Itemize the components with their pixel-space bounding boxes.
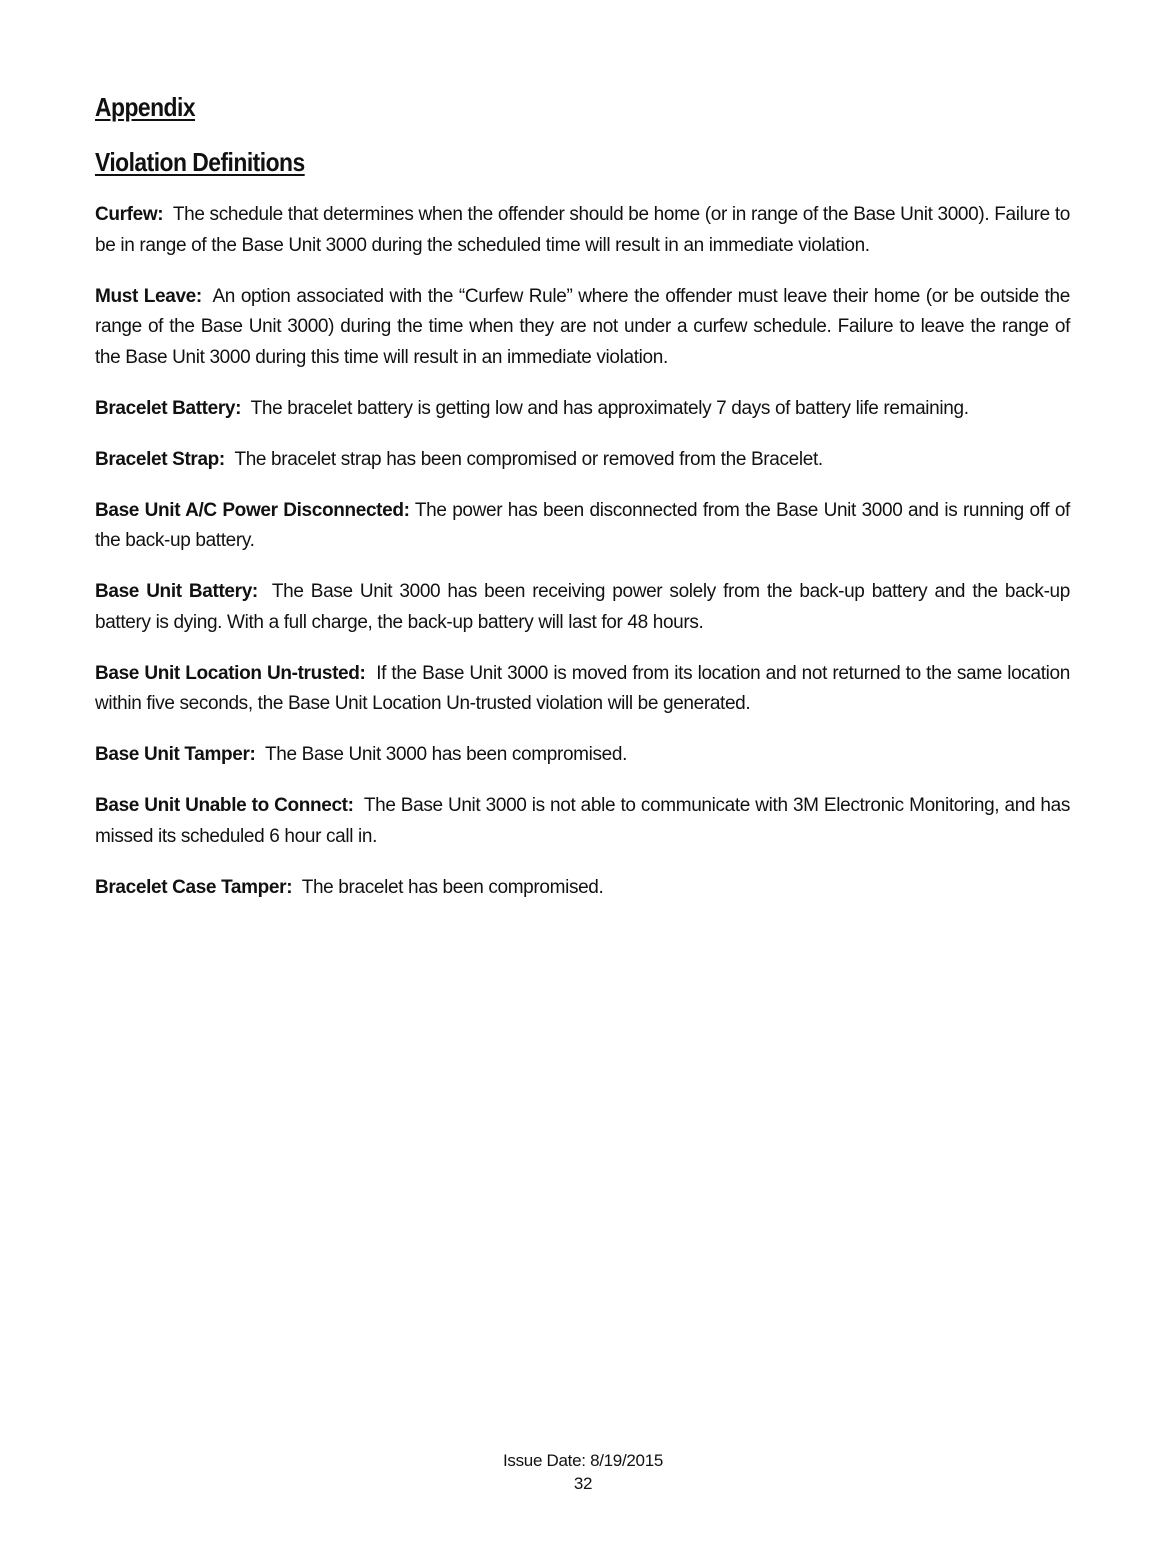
- violation-definitions-heading: Violation Definitions: [95, 147, 305, 177]
- definition-term: Base Unit A/C Power Disconnected:: [95, 499, 410, 521]
- document-page: [95, 92, 1070, 924]
- definition-text: The Base Unit 3000 has been receiving power solely from the back-up battery and the back-up battery is dying. With a full charge, the back-up battery will last for 48 hours.: [95, 581, 1070, 633]
- definition-text: The bracelet battery is getting low and has approximately 7 days of battery life remaining.: [250, 397, 969, 419]
- definition-base-unit-unable-to-connect: [95, 791, 1070, 852]
- definition-term: Base Unit Battery:: [95, 581, 258, 602]
- appendix-heading: Appendix: [95, 92, 196, 122]
- definition-term: Base Unit Location Un-trusted:: [95, 662, 366, 684]
- definition-term: Bracelet Case Tamper:: [95, 876, 293, 898]
- page-footer: [0, 1449, 1166, 1495]
- definition-curfew: [95, 200, 1070, 261]
- page-number: 32: [573, 1474, 593, 1493]
- definition-text: The schedule that determines when the offender should be home (or in range of the Base Unit 3000). Failure to be in range of the Base Unit 3000 during the scheduled time will result in an immediate violation.: [95, 204, 1070, 256]
- definition-text: The Base Unit 3000 has been compromised.: [265, 744, 628, 765]
- definition-term: Base Unit Unable to Connect:: [95, 795, 354, 816]
- definition-base-unit-battery: [95, 577, 1070, 638]
- definition-base-unit-location-untrusted: [95, 659, 1070, 720]
- definition-term: Curfew:: [95, 204, 164, 225]
- definition-term: Must Leave:: [95, 285, 202, 307]
- definition-text: The power has been disconnected from the Base Unit 3000 and is running off of the back-up battery.: [95, 499, 1070, 551]
- definition-bracelet-battery: [95, 394, 1070, 425]
- definition-text: The bracelet has been compromised.: [301, 876, 604, 898]
- definition-text: If the Base Unit 3000 is moved from its location and not returned to the same location within five seconds, the Base Unit Location Un-trusted violation will be generated.: [95, 662, 1070, 714]
- definition-must-leave: [95, 282, 1070, 374]
- definition-text: The Base Unit 3000 is not able to communicate with 3M Electronic Monitoring, and has missed its scheduled 6 hour call in.: [95, 795, 1071, 847]
- definition-bracelet-case-tamper: [95, 873, 1070, 904]
- definition-base-unit-tamper: [95, 740, 1070, 771]
- definition-base-unit-ac-power: [95, 496, 1070, 557]
- issue-date: Issue Date: 8/19/2015: [502, 1451, 664, 1470]
- definition-text: An option associated with the “Curfew Rule” where the offender must leave their home (or be outside the range of the Base Unit 3000) during the time when they are not under a curfew schedule. Failure to leave the range of the Base Unit 3000 during this time will result in an immediate violation.: [95, 285, 1070, 368]
- definition-text: The bracelet strap has been compromised or removed from the Bracelet.: [234, 448, 823, 470]
- definition-term: Bracelet Strap:: [95, 448, 225, 470]
- definition-term: Base Unit Tamper:: [95, 744, 256, 765]
- definition-bracelet-strap: [95, 445, 1070, 476]
- definition-term: Bracelet Battery:: [95, 397, 242, 419]
